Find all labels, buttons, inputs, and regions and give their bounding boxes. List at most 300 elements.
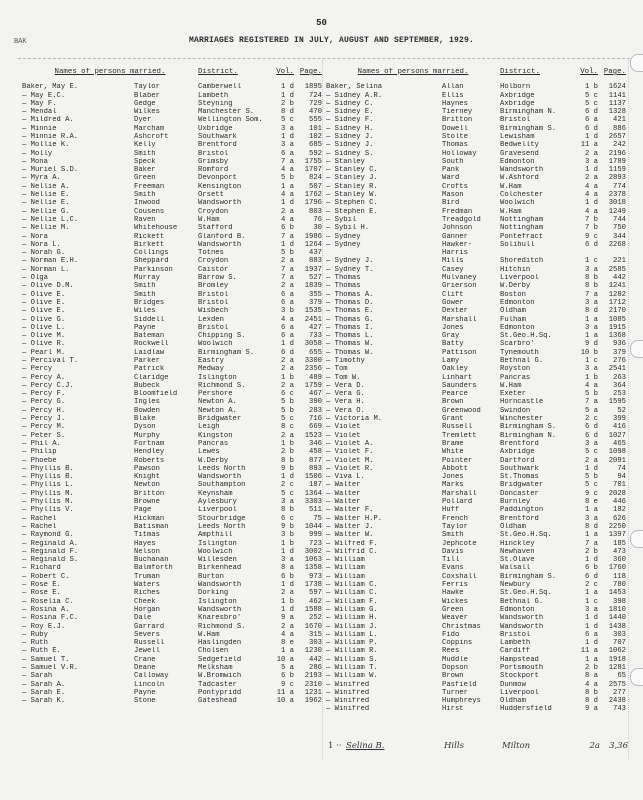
entry-spouse-surname: Johnson <box>442 224 473 233</box>
entry-district: Brentford <box>198 141 237 150</box>
entry-name: — Thomas D. <box>326 298 374 307</box>
entry-page: 886 <box>613 124 626 133</box>
table-row <box>22 357 322 365</box>
entry-name: — Thomas E. <box>326 307 374 316</box>
entry-district: Devonport <box>198 174 237 183</box>
entry-spouse-surname: Hirst <box>442 705 464 714</box>
entry-district: Fulham <box>500 315 526 324</box>
entry-page: 442 <box>613 274 626 283</box>
entry-volume: 4 a <box>281 315 294 324</box>
entry-page: 2893 <box>608 174 626 183</box>
entry-page: 1918 <box>608 655 626 664</box>
entry-district: Wandsworth <box>198 605 242 614</box>
table-row <box>326 407 628 415</box>
entry-name: — Mildred A. <box>22 116 74 125</box>
entry-volume: 6 c <box>281 390 294 399</box>
entry-district: Stockport <box>500 672 539 681</box>
entry-name <box>326 249 442 257</box>
entry-name: — Sidney A.R. <box>326 91 383 100</box>
entry-page: 3002 <box>304 547 322 556</box>
entry-page: 1895 <box>304 83 322 92</box>
entry-spouse-surname: Wickes <box>442 597 468 606</box>
entry-spouse-surname: Pearce <box>442 390 468 399</box>
entry-spouse-surname: Claridge <box>134 373 169 382</box>
entry-page: 185 <box>613 539 626 548</box>
entry-spouse-surname: Abbott <box>442 464 468 473</box>
table-row <box>326 241 628 249</box>
entry-page: 669 <box>309 423 322 432</box>
entry-volume: 6 a <box>281 149 294 158</box>
entry-name: — Timothy <box>326 357 365 365</box>
entry-name: — Stephen E. <box>326 207 378 216</box>
entry-volume: 9 c <box>281 680 294 689</box>
entry-volume: 7 a <box>585 398 598 407</box>
entry-district: Lewes <box>198 448 220 457</box>
entry-district: Birmingham S. <box>500 124 557 133</box>
entry-volume: 7 b <box>585 224 598 233</box>
entry-spouse-surname: Dyer <box>134 116 152 125</box>
entry-page: 1535 <box>304 307 322 316</box>
entry-spouse-surname: Jones <box>442 323 464 332</box>
entry-district: Islington <box>198 373 237 382</box>
entry-page: 1810 <box>608 605 626 614</box>
entry-spouse-surname: Taylor <box>134 83 160 92</box>
entry-district: Eastry <box>198 357 224 365</box>
table-row <box>22 606 322 614</box>
entry-name: — Percy C.J. <box>22 381 74 390</box>
entry-volume: 5 c <box>585 481 598 490</box>
entry-volume: 3 a <box>281 124 294 133</box>
table-row <box>326 183 628 191</box>
entry-district: W.Ham <box>500 207 522 216</box>
entry-name: — Vera D. <box>326 381 365 390</box>
entry-page: 1624 <box>608 83 626 92</box>
handwritten-name: Selina B. <box>346 741 385 751</box>
table-row <box>326 498 628 506</box>
entry-page: 1962 <box>304 697 322 706</box>
table-row <box>22 498 322 506</box>
entry-volume: 2 a <box>281 257 294 266</box>
entry-spouse-surname: Ward <box>442 174 460 183</box>
entry-name: — Violet M. <box>326 456 374 465</box>
entry-spouse-surname: Fredman <box>442 207 473 216</box>
entry-volume: 5 b <box>281 406 294 415</box>
table-row <box>326 174 628 182</box>
entry-spouse-surname: Gower <box>442 298 464 307</box>
entry-name: — Sydney <box>326 240 361 249</box>
entry-page: 1438 <box>608 622 626 631</box>
entry-volume: 1 d <box>281 581 294 590</box>
entry-spouse-surname: Smith <box>442 531 464 540</box>
table-row <box>326 432 628 440</box>
entry-name: — Norman E.H. <box>22 257 79 266</box>
entry-name: — William <box>326 564 365 573</box>
entry-district: Doncaster <box>500 489 539 498</box>
entry-spouse-surname: White <box>442 448 464 457</box>
entry-spouse-surname: Lamy <box>442 357 460 365</box>
table-row <box>22 365 322 373</box>
entry-district: Pancras <box>500 373 531 382</box>
entry-spouse-surname: Cousens <box>134 207 165 216</box>
table-row <box>22 199 322 207</box>
entry-district: Wandsworth <box>198 581 242 590</box>
entry-spouse-surname: Turner <box>442 688 468 697</box>
entry-district: Lambeth <box>198 91 229 100</box>
entry-volume: 2 b <box>585 547 598 556</box>
entry-volume: 2 a <box>281 622 294 631</box>
table-row <box>22 125 322 133</box>
entry-volume: 2 c <box>281 481 294 490</box>
entry-spouse-surname: Gray <box>442 332 460 341</box>
entry-volume: 2 a <box>585 174 598 183</box>
entry-volume: 1 d <box>281 132 294 141</box>
table-row <box>22 274 322 282</box>
entry-volume: 8 a <box>585 672 598 681</box>
entry-district: Horncastle <box>500 398 544 407</box>
table-row <box>22 581 322 589</box>
entry-district: W.Ham <box>198 630 220 639</box>
entry-district: Newbury <box>500 581 531 590</box>
entry-page: 2170 <box>608 307 626 316</box>
entry-volume: 7 a <box>281 274 294 283</box>
entry-spouse-surname: Knight <box>134 473 160 482</box>
entry-spouse-surname: Bubeck <box>134 381 160 390</box>
entry-name: — Thomas I. <box>326 323 374 332</box>
entry-page: 1397 <box>608 531 626 540</box>
table-row <box>326 523 628 531</box>
entry-page: 470 <box>309 108 322 117</box>
entry-spouse-surname: Brown <box>442 672 464 681</box>
entry-name: — Walter F. <box>326 506 374 515</box>
entry-page: 1986 <box>304 232 322 241</box>
table-row <box>22 506 322 514</box>
entry-spouse-surname: Birkett <box>134 240 165 249</box>
entry-page: 1796 <box>304 199 322 208</box>
entry-name: — Thomas W. <box>326 340 374 349</box>
entry-spouse-surname: Blake <box>134 415 156 424</box>
entry-spouse-surname: Freeman <box>134 182 165 191</box>
entry-district: Dorking <box>198 589 229 598</box>
table-row <box>326 515 628 523</box>
entry-district: Edmonton <box>500 157 535 166</box>
entry-district: Boston <box>500 290 526 299</box>
entry-district: Edmonton <box>500 605 535 614</box>
table-row <box>326 274 628 282</box>
entry-district: Lambeth <box>500 639 531 648</box>
table-row <box>326 647 628 655</box>
entry-volume: 6 d <box>585 240 598 249</box>
entry-name: — Sarah A. <box>22 680 66 689</box>
entry-spouse-surname: Pattison <box>442 348 477 357</box>
entry-district: Caistor <box>198 265 229 274</box>
entry-volume: 5 b <box>281 174 294 183</box>
entry-name: — Olive E. <box>22 290 66 299</box>
entry-name: — Violet R. <box>326 464 374 473</box>
table-row <box>326 133 628 141</box>
entry-spouse-surname: Calloway <box>134 672 169 681</box>
entry-name: — Rachel <box>22 514 57 523</box>
entry-district: Wandsworth <box>198 473 242 482</box>
table-row <box>22 100 322 108</box>
entry-spouse-surname: Clift <box>442 290 464 299</box>
entry-name: — William W. <box>326 672 378 681</box>
entry-district: Pontypridd <box>198 688 242 697</box>
entry-district: Kensington <box>198 182 242 191</box>
entry-page: 52 <box>617 406 626 415</box>
entry-page: 489 <box>309 373 322 382</box>
table-row <box>326 108 628 116</box>
entry-district: Wandsworth <box>500 166 544 175</box>
table-row <box>22 423 322 431</box>
entry-page: 3018 <box>608 199 626 208</box>
entry-name: — Percy H. <box>22 406 66 415</box>
entry-volume: 6 a <box>585 116 598 125</box>
table-row <box>326 100 628 108</box>
entry-page: 242 <box>613 141 626 150</box>
entry-volume: 5 b <box>281 398 294 407</box>
entry-district: Portsmouth <box>500 663 544 672</box>
entry-volume: 1 b <box>585 373 598 382</box>
entry-spouse-surname: Bateman <box>134 332 165 341</box>
entry-volume: 8 c <box>281 423 294 432</box>
entry-page: 1098 <box>608 448 626 457</box>
entry-page: 437 <box>309 249 322 258</box>
table-row <box>22 473 322 481</box>
entry-volume: 3 a <box>281 556 294 565</box>
entry-page: 716 <box>309 415 322 424</box>
entry-volume: 4 a <box>281 215 294 224</box>
entry-district: Bristol <box>198 298 229 307</box>
entry-volume: 2 a <box>281 381 294 390</box>
entry-volume: 6 d <box>585 431 598 440</box>
entry-name: — Thomas A. <box>326 290 374 299</box>
entry-page: 102 <box>309 132 322 141</box>
entry-spouse-surname: Crane <box>134 655 156 664</box>
entry-page: 379 <box>613 348 626 357</box>
entry-spouse-surname: Dale <box>134 614 152 623</box>
entry-district: Edmonton <box>500 298 535 307</box>
entry-name: — William J. <box>326 622 378 631</box>
entry-name: — Samuel T. <box>22 655 70 664</box>
entry-volume: 1 d <box>585 199 598 208</box>
table-row <box>22 664 322 672</box>
entry-district: Holborn <box>500 83 531 92</box>
entry-district: Paddington <box>500 506 544 515</box>
entry-page: 774 <box>613 182 626 191</box>
entry-name: — Minnie <box>22 124 57 133</box>
entry-volume: 6 b <box>281 672 294 681</box>
entry-name: — Nora L. <box>22 240 61 249</box>
entry-name: — Sidney H. <box>326 124 374 133</box>
entry-district: W.Ham <box>198 215 220 224</box>
entry-spouse-surname: Jephcote <box>442 539 477 548</box>
entry-spouse-surname: Batisman <box>134 522 169 531</box>
entry-district: Tynemouth <box>500 348 539 357</box>
entry-name: — Sidney E. <box>326 108 374 117</box>
entry-volume: 1 a <box>281 647 294 656</box>
table-row <box>326 656 628 664</box>
table-row <box>22 299 322 307</box>
entry-name: — Reginald S. <box>22 556 79 565</box>
entry-page: 1759 <box>304 381 322 390</box>
right-edge-divider <box>628 60 629 760</box>
entry-page: 1937 <box>304 265 322 274</box>
entry-spouse-surname: Parkinson <box>134 265 173 274</box>
entry-spouse-surname: Payne <box>134 688 156 697</box>
entry-district: W.Ashford <box>500 174 539 183</box>
entry-page: 973 <box>309 572 322 581</box>
entry-volume: 5 b <box>281 249 294 258</box>
entry-volume: 7 a <box>281 232 294 241</box>
table-row <box>22 540 322 548</box>
names-header: Names of persons married. <box>54 68 166 76</box>
table-row <box>22 531 322 539</box>
entry-district: Shoreditch <box>500 257 544 266</box>
entry-page: 1506 <box>304 473 322 482</box>
entry-name: Baker, May E. <box>22 83 79 92</box>
entry-name: — Winifred <box>326 680 370 689</box>
entry-spouse-surname: French <box>442 514 468 523</box>
table-row <box>326 125 628 133</box>
entry-spouse-surname: Green <box>134 174 156 183</box>
entry-name: — Tom W. <box>326 373 361 382</box>
entry-district: Liverpool <box>500 688 539 697</box>
entry-district: Haslingden <box>198 639 242 648</box>
table-row <box>22 465 322 473</box>
entry-volume: 8 d <box>585 697 598 706</box>
entry-district: Melksham <box>198 663 233 672</box>
table-row <box>326 457 628 465</box>
entry-district: Stafford <box>198 224 233 233</box>
entry-name: — Nellie E. <box>22 191 70 200</box>
entry-page: 507 <box>309 182 322 191</box>
entry-volume: 4 a <box>281 630 294 639</box>
entry-page: 2451 <box>304 315 322 324</box>
entry-name: — Norman L. <box>22 265 70 274</box>
entry-name: — Thomas <box>326 274 361 283</box>
entry-district: Brentford <box>500 514 539 523</box>
entry-spouse-surname: Page <box>134 506 152 515</box>
entry-page: 1707 <box>304 166 322 175</box>
table-row <box>22 672 322 680</box>
table-row <box>22 216 322 224</box>
entry-district: Axbridge <box>500 91 535 100</box>
table-row <box>22 598 322 606</box>
entry-page: 1368 <box>608 332 626 341</box>
table-row <box>326 573 628 581</box>
table-row <box>326 116 628 124</box>
entry-district: St.Thomas <box>500 473 539 482</box>
entry-name: — Thomas G. <box>326 315 374 324</box>
entry-name: — Olive R. <box>22 340 66 349</box>
table-row <box>326 166 628 174</box>
entry-page: 803 <box>309 207 322 216</box>
entry-page: 1062 <box>608 647 626 656</box>
table-row <box>22 490 322 498</box>
entry-volume: 1 a <box>585 589 598 598</box>
entry-volume: 8 d <box>281 108 294 117</box>
entry-name: — William R. <box>326 647 378 656</box>
entry-page: 824 <box>309 174 322 183</box>
table-row <box>22 589 322 597</box>
entry-district: Pancras <box>198 439 229 448</box>
entry-volume: 2 b <box>281 448 294 457</box>
table-row <box>326 506 628 514</box>
entry-district: Wisbech <box>198 307 229 316</box>
entry-volume: 1 b <box>281 539 294 548</box>
entry-district: Swindon <box>500 406 531 415</box>
entry-district: W.Derby <box>500 282 531 291</box>
entry-spouse-surname: Coxshall <box>442 572 477 581</box>
table-row <box>22 150 322 158</box>
entry-district: Newton A. <box>198 406 237 415</box>
entry-spouse-surname: Pawson <box>134 464 160 473</box>
entry-page: 2541 <box>608 365 626 374</box>
table-row <box>22 448 322 456</box>
entry-district: Pontefract <box>500 232 544 241</box>
entry-spouse-surname: Evans <box>442 564 464 573</box>
entry-page: 626 <box>613 514 626 523</box>
entry-spouse-surname: Holloway <box>442 149 477 158</box>
entry-page: 1063 <box>304 556 322 565</box>
entry-name: — William F. <box>326 597 378 606</box>
entry-spouse-surname: Blaber <box>134 91 160 100</box>
table-row <box>22 523 322 531</box>
entry-district: Lewisham <box>500 132 535 141</box>
entry-volume: 1 d <box>585 556 598 565</box>
entry-volume: 6 a <box>281 298 294 307</box>
entry-spouse-surname: Collings <box>134 249 169 258</box>
entry-page: 283 <box>309 406 322 415</box>
entry-district: Totnes <box>198 249 224 258</box>
entry-page: 303 <box>309 639 322 648</box>
entry-volume: 3 a <box>585 439 598 448</box>
entry-name: — William <box>326 556 365 565</box>
entry-page: 276 <box>613 357 626 365</box>
entry-page: 416 <box>613 423 626 432</box>
entry-spouse-surname: Severs <box>134 630 160 639</box>
entry-district: Bristol <box>198 149 229 158</box>
entry-page: 1027 <box>608 431 626 440</box>
entry-district: Oldham <box>500 522 526 531</box>
entry-name: — Olga <box>22 274 48 283</box>
table-row <box>22 623 322 631</box>
entry-page: 467 <box>309 390 322 399</box>
header-rule <box>18 58 635 59</box>
entry-volume: 3 a <box>281 498 294 507</box>
entry-volume: 1 d <box>281 547 294 556</box>
table-row <box>326 224 628 232</box>
entry-page: 75 <box>313 514 322 523</box>
table-row <box>22 415 322 423</box>
entry-district: Bethnal G. <box>500 597 544 606</box>
entry-district: St.Geo.H.Sq. <box>500 531 552 540</box>
entry-spouse-surname: Dowell <box>442 124 468 133</box>
entry-district: Woolwich <box>198 340 233 349</box>
table-row <box>22 174 322 182</box>
entry-district: Sedgefield <box>198 655 242 664</box>
entry-spouse-surname: Treadgold <box>442 215 481 224</box>
table-row <box>326 316 628 324</box>
table-row <box>326 299 628 307</box>
entry-spouse-surname: Grierson <box>442 282 477 291</box>
entry-volume: 6 b <box>281 572 294 581</box>
entry-spouse-surname: Taylor <box>442 522 468 531</box>
entry-name: — Percy <box>22 365 53 374</box>
entry-name: — Stanley C. <box>326 166 378 175</box>
entry-spouse-surname: Hawke <box>442 589 464 598</box>
entry-spouse-surname: Bird <box>442 199 460 208</box>
